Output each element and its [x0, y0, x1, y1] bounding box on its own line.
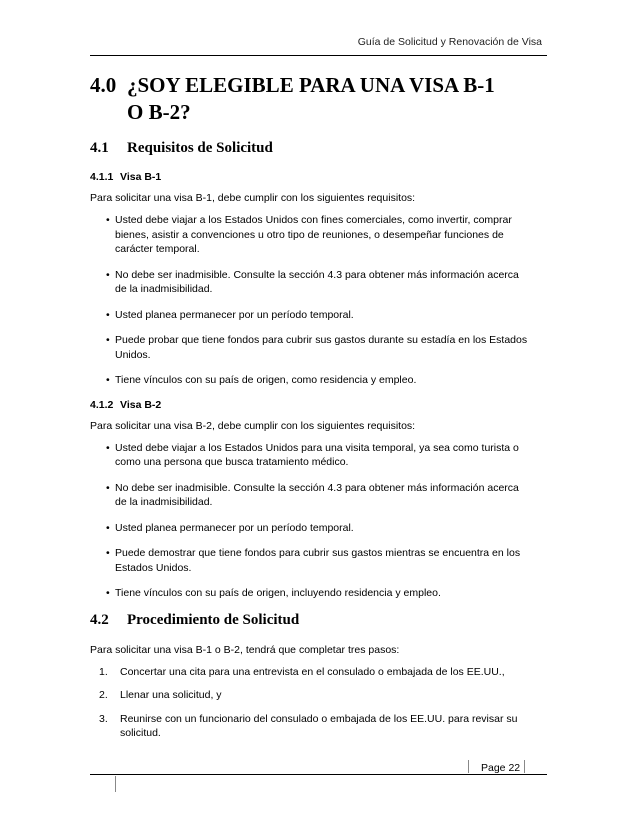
list-item: [90, 213, 548, 257]
list-item-text: Usted planea permanecer por un período temporal.: [115, 521, 354, 534]
footer-rule: [90, 774, 547, 775]
footer-margin-mark: [115, 776, 116, 792]
step-number: 2.: [99, 689, 108, 701]
section-title: Procedimiento de Solicitud: [127, 611, 300, 628]
section-4-1-heading: [90, 140, 548, 157]
footer-divider-right: [524, 760, 525, 773]
bullet-icon: •: [106, 214, 110, 226]
list-item: [90, 333, 548, 362]
list-item: [90, 268, 548, 297]
list-item-text: No debe ser inadmisible. Consulte la sección 4.3 para obtener más información acerca de la inadmisibilidad.: [115, 268, 519, 295]
bullet-icon: •: [106, 587, 110, 599]
list-item-text: Tiene vínculos con su país de origen, incluyendo residencia y empleo.: [115, 587, 441, 599]
list-item: [90, 546, 548, 575]
application-steps-list: [90, 665, 548, 741]
section-intro: Para solicitar una visa B-1 o B-2, tendrá que completar tres pasos:: [90, 643, 400, 656]
list-item: [90, 586, 548, 601]
bullet-icon: •: [106, 308, 110, 321]
list-item-text: Llenar una solicitud, y: [120, 689, 222, 701]
section-4-2-heading: [90, 612, 548, 629]
list-item-text: No debe ser inadmisible. Consulte la sección 4.3 para obtener más información acerca de la inadmisibilidad.: [115, 481, 519, 508]
bullet-icon: •: [106, 481, 110, 494]
list-item: [90, 688, 548, 703]
list-item: [90, 481, 548, 510]
b1-requirements-list: [90, 213, 548, 388]
page-header: Guía de Solicitud y Renovación de Visa: [357, 36, 542, 48]
page-content: [90, 72, 548, 750]
list-item-text: Reunirse con un funcionario del consulado o embajada de los EE.UU. para revisar su solicitud.: [120, 712, 518, 739]
bullet-icon: •: [106, 268, 110, 281]
list-item-text: Usted planea permanecer por un período temporal.: [115, 308, 354, 321]
section-4-1-2-heading: [90, 399, 548, 411]
bullet-icon: •: [106, 334, 110, 346]
list-item: [90, 665, 548, 680]
section-title: [127, 72, 495, 126]
list-item: [90, 441, 548, 470]
section-number: 4.1.1: [90, 171, 114, 183]
list-item: [90, 521, 548, 536]
list-item-text: Concertar una cita para una entrevista en el consulado o embajada de los EE.UU.,: [120, 665, 505, 678]
section-4-0-heading: [90, 72, 548, 126]
section-intro: Para solicitar una visa B-1, debe cumplir con los siguientes requisitos:: [90, 192, 416, 204]
section-title-line2: O B-2?: [127, 100, 191, 124]
section-intro: Para solicitar una visa B-2, debe cumplir con los siguientes requisitos:: [90, 419, 416, 432]
step-number: 3.: [99, 712, 108, 725]
list-item-text: Usted debe viajar a los Estados Unidos para una visita temporal, ya sea como turista o como una persona que busca tratamiento médico.: [115, 441, 519, 468]
footer-divider-left: [468, 760, 469, 773]
section-number: 4.0: [90, 73, 117, 97]
list-item: [90, 373, 548, 388]
section-title: Visa B-1: [120, 171, 162, 183]
list-item-text: Puede demostrar que tiene fondos para cubrir sus gastos mientras se encuentra en los Estados Unidos.: [115, 547, 521, 574]
list-item-text: Tiene vínculos con su país de origen, como residencia y empleo.: [115, 374, 417, 386]
list-item-text: Puede probar que tiene fondos para cubrir sus gastos durante su estadía en los Estados Unidos.: [115, 334, 528, 361]
section-title-line1: ¿SOY ELEGIBLE PARA UNA VISA B-1: [127, 73, 495, 97]
list-item-text: Usted debe viajar a los Estados Unidos con fines comerciales, como invertir, comprar bienes, asistir a convenciones u otro tipo de reuniones, o desempeñar funciones de carácter temporal.: [115, 214, 512, 255]
section-title: Visa B-2: [120, 398, 162, 411]
section-number: 4.1: [90, 140, 109, 156]
b2-requirements-list: [90, 441, 548, 601]
list-item: [90, 712, 548, 741]
section-4-1-1-heading: [90, 171, 548, 183]
header-rule: [90, 55, 547, 56]
list-item: [90, 308, 548, 323]
section-number: 4.2: [90, 611, 109, 628]
section-number: 4.1.2: [90, 398, 114, 411]
bullet-icon: •: [106, 547, 110, 559]
section-title: Requisitos de Solicitud: [127, 140, 273, 156]
bullet-icon: •: [106, 521, 110, 534]
bullet-icon: •: [106, 441, 110, 454]
bullet-icon: •: [106, 374, 110, 386]
page-number: Page 22: [481, 762, 521, 774]
step-number: 1.: [99, 665, 108, 678]
